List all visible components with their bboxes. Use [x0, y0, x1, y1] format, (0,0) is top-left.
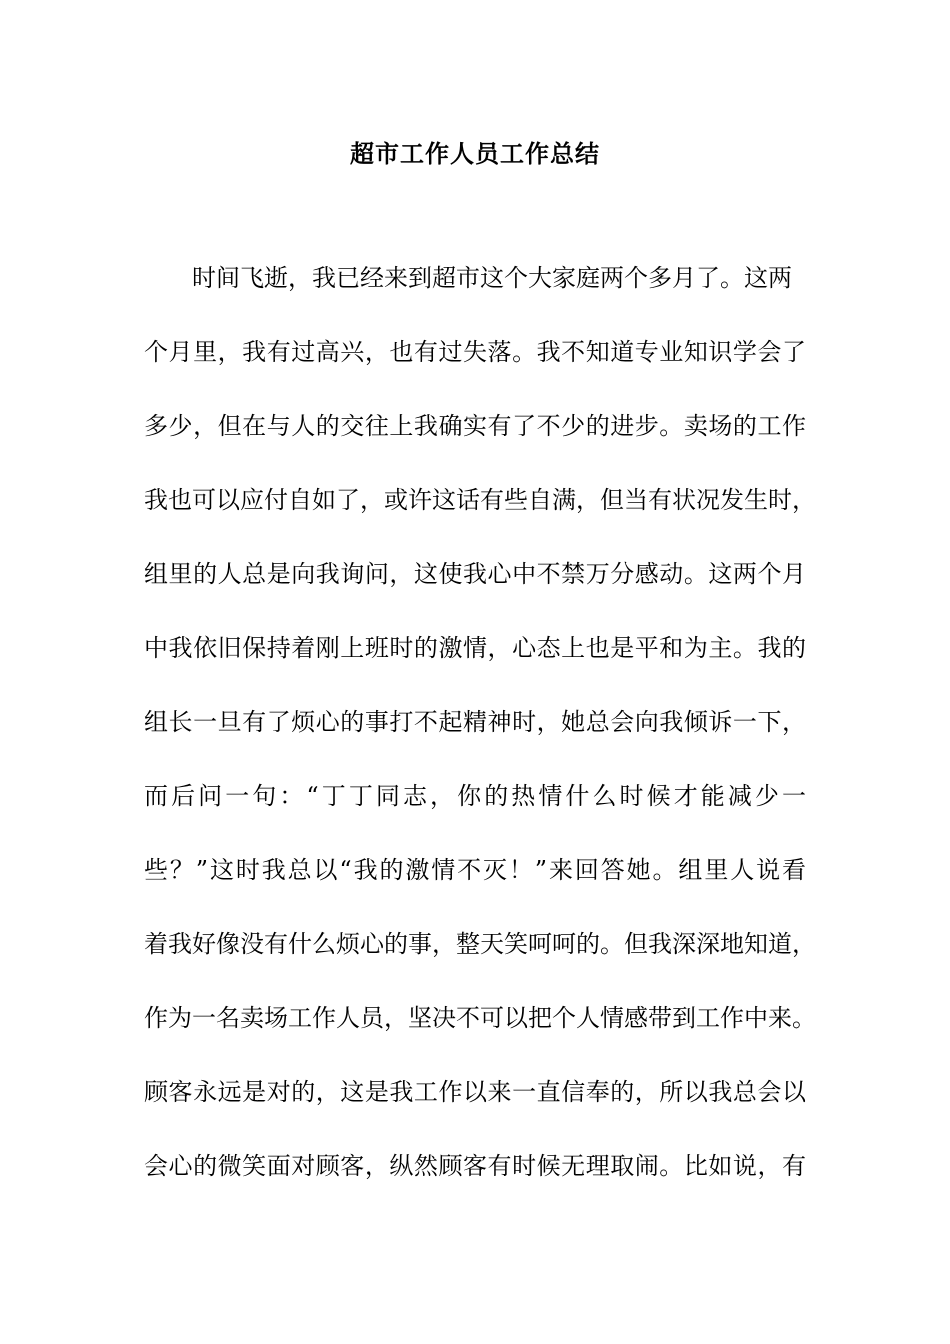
- document-body: [144, 258, 816, 1220]
- paragraph-line: 组长一旦有了烦心的事打不起精神时，她总会向我倾诉一下，: [144, 708, 806, 736]
- paragraph-line: 些？”这时我总以“我的激情不灭！”来回答她。组里人说看: [144, 856, 806, 884]
- paragraph-line: 时间飞逝，我已经来到超市这个大家庭两个多月了。这两: [192, 264, 792, 292]
- paragraph-line: 个月里，我有过高兴，也有过失落。我不知道专业知识学会了: [144, 338, 806, 366]
- paragraph-line: 着我好像没有什么烦心的事，整天笑呵呵的。但我深深地知道，: [144, 930, 816, 958]
- paragraph-line: 顾客永远是对的，这是我工作以来一直信奉的，所以我总会以: [144, 1078, 806, 1106]
- paragraph-line: 组里的人总是向我询问，这使我心中不禁万分感动。这两个月: [144, 560, 806, 588]
- paragraph-line: 中我依旧保持着刚上班时的激情，心态上也是平和为主。我的: [144, 634, 806, 662]
- document-title: 超市工作人员工作总结: [350, 139, 600, 168]
- paragraph-line: 作为一名卖场工作人员，坚决不可以把个人情感带到工作中来。: [144, 1004, 816, 1032]
- paragraph-line: 会心的微笑面对顾客，纵然顾客有时候无理取闹。比如说，有: [144, 1152, 806, 1180]
- paragraph-line: 多少，但在与人的交往上我确实有了不少的进步。卖场的工作: [144, 412, 806, 440]
- paragraph-line: 而后问一句：“丁丁同志，你的热情什么时候才能减少一: [144, 782, 806, 810]
- paragraph-line: 我也可以应付自如了，或许这话有些自满，但当有状况发生时，: [144, 486, 816, 514]
